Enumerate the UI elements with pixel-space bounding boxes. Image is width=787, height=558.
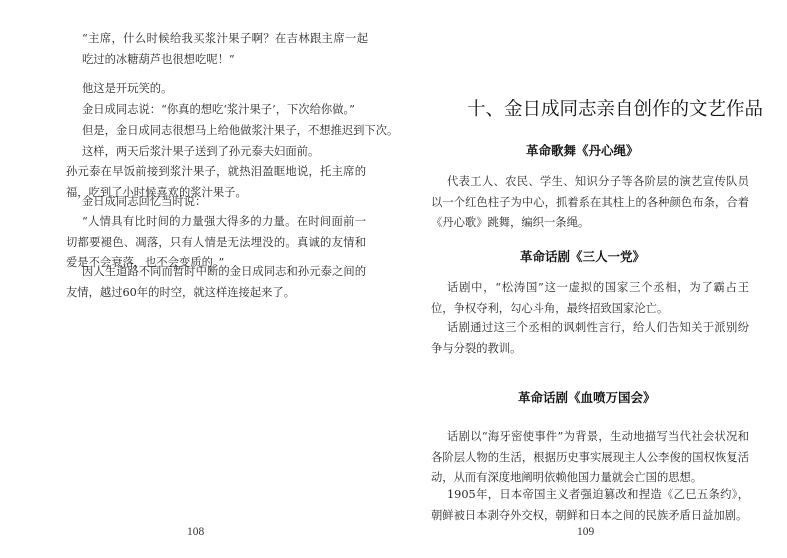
page-number: 108: [187, 526, 205, 538]
paragraph: 孙元泰在早饭前接到浆汁果子，就热泪盈眶地说，托主席的福，吃到了小时候喜欢的浆汁果子。: [66, 165, 366, 199]
right-page: [394, 0, 787, 558]
paragraph: 话剧通过这三个丞相的讽刺性言行，给人们告知关于派别纷争与分裂的教训。: [431, 321, 749, 355]
paragraph: 金日成同志说：“你真的想吃‘浆汁果子’，下次给你做。”: [82, 103, 355, 116]
paragraph: 但是，金日成同志很想马上给他做浆汁果子，不想推迟到下次。: [82, 124, 399, 137]
paragraph: “人情具有比时间的力量强大得多的力量。在时间面前一切都要褪色、凋落，只有人情是无法埋没的。真诚的友情和爱是不会衰落，也不会变质的。”: [66, 215, 366, 270]
section-heading: 革命话剧《血喷万国会》: [518, 390, 656, 405]
paragraph: 因人生道路不同而暂时中断的金日成同志和孙元泰之间的友情，越过60年的时空，就这样连接起来了。: [66, 265, 366, 299]
section-heading: 革命歌舞《丹心绳》: [526, 143, 639, 158]
chapter-title: 十、金日成同志亲自创作的文艺作品: [467, 99, 764, 120]
paragraph: 金日成同志回忆当时说：: [82, 195, 207, 208]
page-number: 109: [577, 526, 595, 538]
paragraph: 话剧中，“松涛国”这一虚拟的国家三个丞相，为了霸占王位，争权夺利，勾心斗角，最终招致国家沦亡。: [431, 281, 749, 315]
paragraph: 他这是开玩笑的。: [82, 82, 173, 95]
paragraph: 话剧以“海牙密使事件”为背景，生动地描写当代社会状况和各阶层人物的生活，根据历史事实展现主人公李俊的国权恢复活动，从而有深度地阐明依赖他国力量就会亡国的思想。: [431, 430, 749, 485]
paragraph: “主席，什么时候给我买浆汁果子啊？在吉林跟主席一起吃过的冰糖葫芦也很想吃呢！”: [82, 32, 368, 66]
paragraph: 1905年，日本帝国主义者强迫篡改和捏造《乙巳五条约》，朝鲜被日本剥夺外交权，朝鲜和日本之间的民族矛盾日益加剧。: [431, 488, 749, 522]
section-heading: 革命话剧《三人一党》: [520, 249, 646, 264]
paragraph: 代表工人、农民、学生、知识分子等各阶层的演艺宣传队员以一个红色柱子为中心，抓着系在其柱上的各种颜色布条，合着《丹心歌》跳舞，编织一条绳。: [431, 175, 749, 230]
paragraph: 这样，两天后浆汁果子送到了孙元泰夫妇面前。: [82, 145, 320, 158]
